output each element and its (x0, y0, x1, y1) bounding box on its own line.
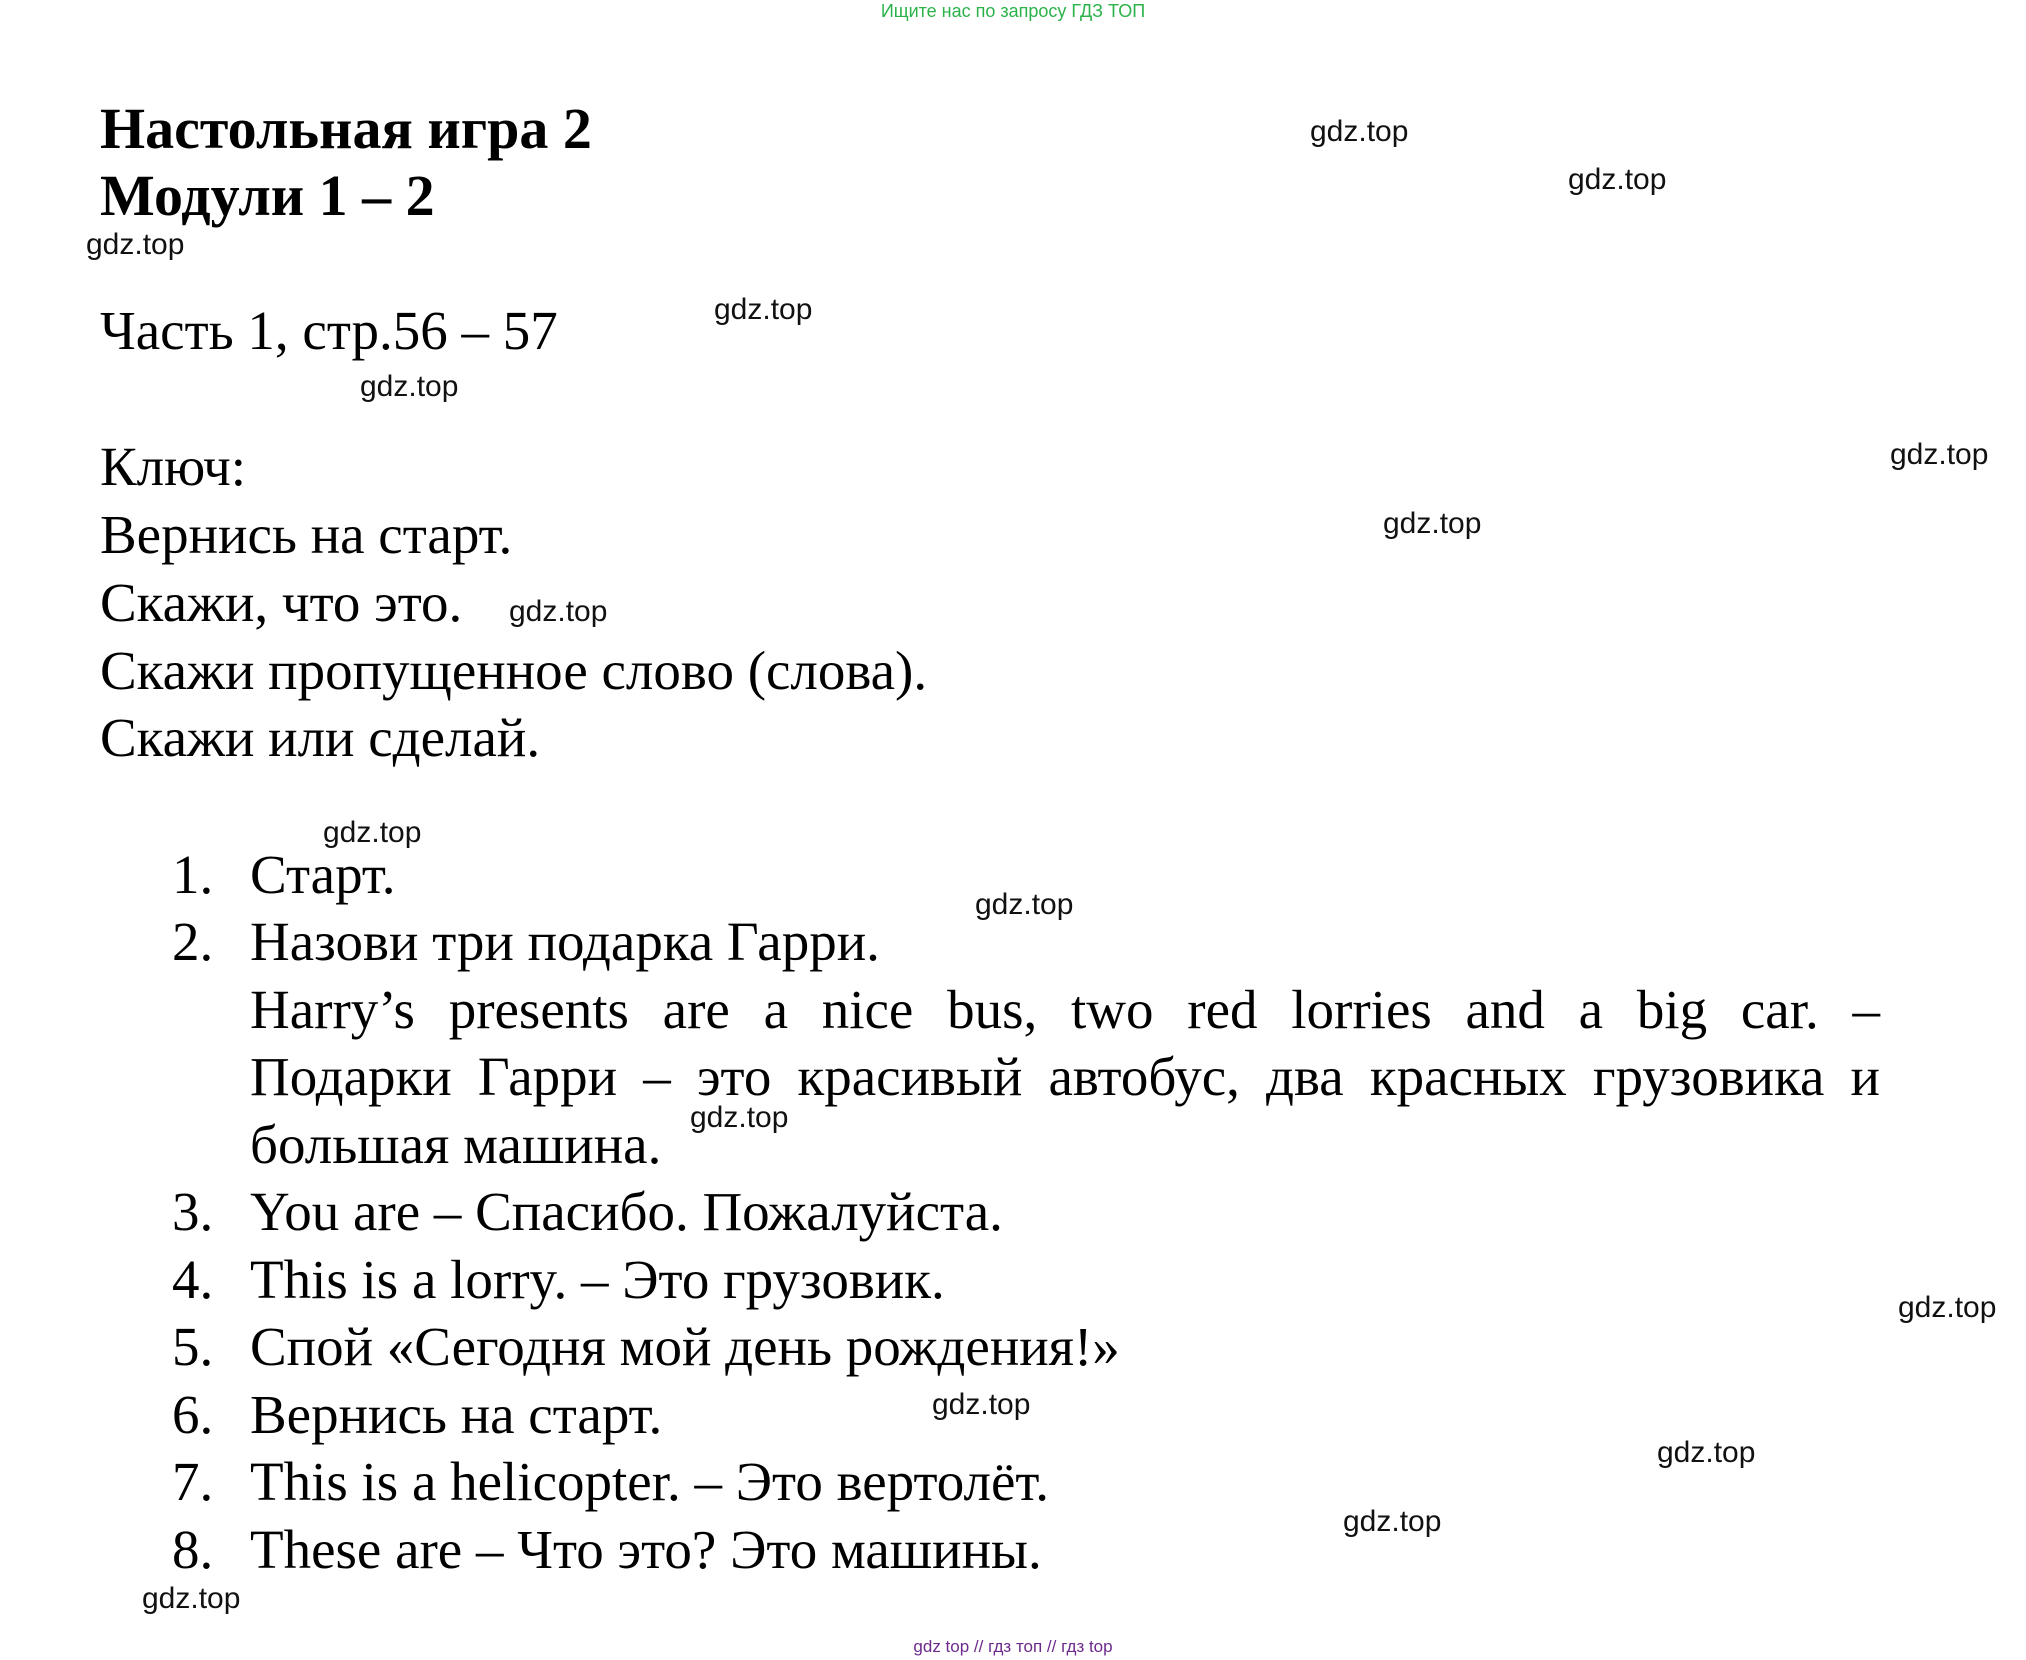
page-reference: Часть 1, стр.56 – 57 (100, 300, 558, 361)
key-line: Скажи или сделай. (100, 707, 541, 768)
list-item: Назови три подарка Гарри. (250, 911, 880, 972)
list-item-answer: Harry’s presents are a nice bus, two red lorries and a big car. – (250, 979, 1880, 1040)
page-title: Настольная игра 2 (100, 96, 592, 161)
key-line: Скажи пропущенное слово (слова). (100, 640, 928, 701)
watermark: gdz.top (1568, 163, 1667, 196)
list-item: Спой «Сегодня мой день рождения!» (250, 1316, 1120, 1377)
top-banner: Ищите нас по запросу ГДЗ ТОП (880, 1, 1146, 21)
list-number: 8. (172, 1519, 214, 1580)
footer-links: gdz top // гдз топ // гдз top (913, 1637, 1113, 1656)
list-number: 6. (172, 1384, 214, 1445)
watermark: gdz.top (714, 293, 813, 326)
watermark: gdz.top (1657, 1436, 1756, 1469)
list-number: 2. (172, 911, 214, 972)
watermark: gdz.top (975, 888, 1074, 921)
list-item: These are – Что это? Это машины. (250, 1519, 1042, 1580)
list-number: 1. (172, 844, 214, 905)
list-item: You are – Спасибо. Пожалуйста. (250, 1181, 1003, 1242)
list-number: 3. (172, 1181, 214, 1242)
list-number: 7. (172, 1451, 214, 1512)
list-item: This is a lorry. – Это грузовик. (250, 1249, 945, 1310)
watermark: gdz.top (932, 1388, 1031, 1421)
list-number: 5. (172, 1316, 214, 1377)
watermark: gdz.top (142, 1582, 241, 1615)
list-number: 4. (172, 1249, 214, 1310)
watermark: gdz.top (509, 595, 608, 628)
list-item: This is a helicopter. – Это вертолёт. (250, 1451, 1050, 1512)
watermark: gdz.top (360, 370, 459, 403)
watermark: gdz.top (1890, 438, 1989, 471)
list-item: Вернись на старт. (250, 1384, 663, 1445)
watermark: gdz.top (690, 1101, 789, 1134)
watermark: gdz.top (1343, 1505, 1442, 1538)
watermark: gdz.top (1383, 507, 1482, 540)
watermark: gdz.top (1310, 115, 1409, 148)
watermark: gdz.top (86, 228, 185, 261)
key-line: Скажи, что это. (100, 572, 463, 633)
list-item: Старт. (250, 844, 396, 905)
watermark: gdz.top (1898, 1291, 1997, 1324)
page-subtitle: Модули 1 – 2 (100, 163, 435, 228)
key-label: Ключ: (100, 436, 247, 497)
key-line: Вернись на старт. (100, 504, 513, 565)
list-item-answer: Подарки Гарри – это красивый автобус, два красных грузовика и (250, 1046, 1880, 1107)
watermark: gdz.top (323, 816, 422, 849)
list-item-answer: большая машина. (250, 1114, 662, 1175)
